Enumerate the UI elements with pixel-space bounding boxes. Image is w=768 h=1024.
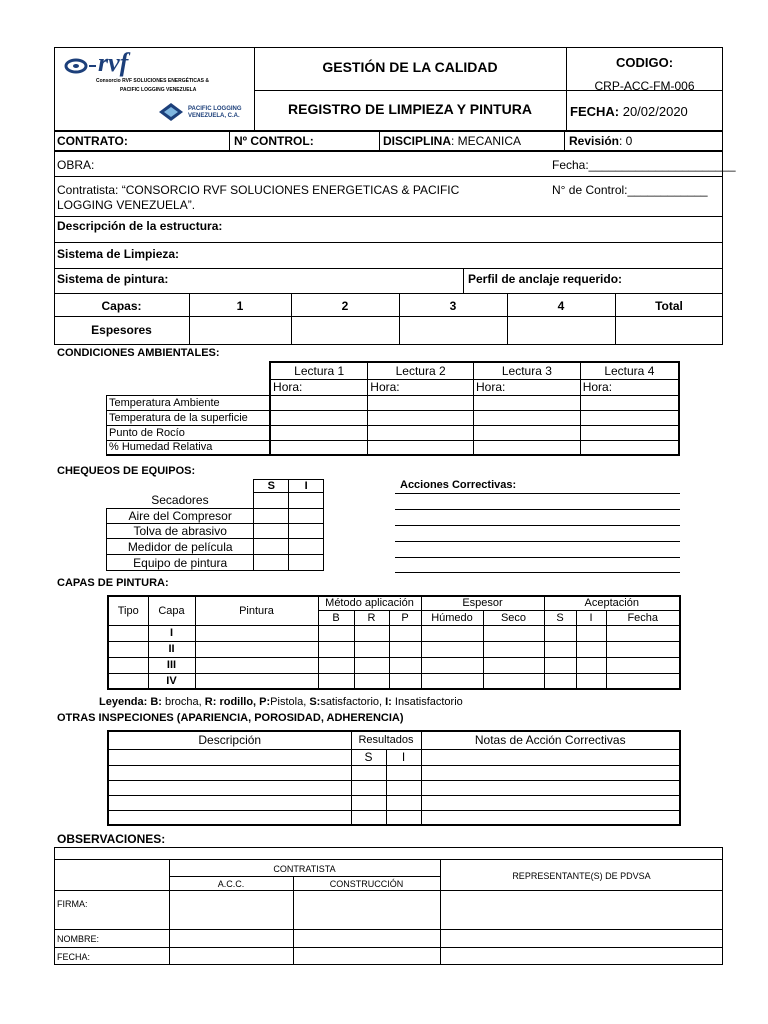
fecha-label-firma: FECHA: [57, 952, 91, 962]
firma-pdvsa: REPRESENTANTE(S) DE PDVSA [512, 871, 651, 881]
leyenda-label: Leyenda: [99, 696, 148, 708]
cp-sub-s: S [544, 610, 576, 625]
leyenda-p: P: [259, 696, 271, 708]
equipos-table [106, 479, 324, 571]
firma-acc: A.C.C. [217, 879, 245, 889]
title-registro: REGISTRO DE LIMPIEZA Y PINTURA [288, 101, 532, 117]
cp-sub-fecha: Fecha [606, 610, 680, 625]
equipos-title: CHEQUEOS DE EQUIPOS: [57, 465, 196, 477]
obra-label: OBRA: [57, 158, 95, 172]
hora-1: Hora: [270, 379, 368, 395]
firma-construccion: CONSTRUCCIÓN [329, 879, 404, 889]
leyenda-b-txt: brocha, [161, 696, 202, 708]
leyenda-i-txt: Insatisfactorio [391, 696, 463, 708]
descripcion-estructura: Descripción de la estructura: [57, 219, 223, 233]
company-line1: Consorcio RVF SOLUCIONES ENERGÉTICAS & [96, 78, 209, 84]
hora-3: Hora: [474, 379, 581, 395]
leyenda-p-txt: Pistola, [270, 696, 307, 708]
acciones-correctivas: Acciones Correctivas: [400, 479, 517, 491]
capa-col-1: 1 [236, 299, 244, 313]
cp-sub-b: B [318, 610, 354, 625]
otras-resultados: Resultados [351, 731, 421, 749]
otras-table [107, 730, 681, 826]
revision-value: : 0 [619, 134, 633, 148]
disciplina-label: DISCIPLINA [383, 134, 452, 148]
lectura-2: Lectura 2 [368, 362, 474, 379]
cp-espesor: Espesor [421, 596, 544, 610]
lectura-4: Lectura 4 [580, 362, 679, 379]
cp-capa: Capa [148, 596, 195, 625]
lectura-3: Lectura 3 [474, 362, 581, 379]
cp-capa-iii: III [148, 657, 195, 673]
leyenda [99, 696, 463, 708]
equipo-tolva: Tolva de abrasivo [107, 524, 254, 539]
company-logo [60, 50, 250, 128]
amb-row-1: Temperatura Ambiente [107, 395, 271, 410]
equipo-aire: Aire del Compresor [107, 509, 254, 524]
otras-s: S [351, 749, 386, 765]
equipos-i: I [289, 480, 324, 493]
codigo-label: CODIGO: [615, 55, 674, 70]
contratista-control: N° de Control:____________ [552, 183, 708, 197]
cp-aceptacion: Aceptación [544, 596, 680, 610]
control-label: Nº CONTROL: [234, 134, 314, 148]
observaciones-label: OBSERVACIONES: [57, 832, 166, 846]
hora-2: Hora: [368, 379, 474, 395]
lectura-1: Lectura 1 [270, 362, 368, 379]
contratista-line2: LOGGING VENEZUELA”. [57, 198, 196, 212]
fecha-label: FECHA: [570, 104, 620, 119]
revision-label: Revisión [569, 134, 620, 148]
capas-pintura-title: CAPAS DE PINTURA: [57, 577, 169, 589]
leyenda-r: R: rodillo, [204, 696, 257, 708]
cp-sub-p: P [389, 610, 421, 625]
pacific-line2: VENEZUELA, C.A. [188, 113, 240, 119]
cp-metodo: Método aplicación [318, 596, 421, 610]
equipo-pintura: Equipo de pintura [107, 555, 254, 571]
amb-row-4: % Humedad Relativa [107, 440, 271, 455]
ambientales-table [106, 361, 680, 456]
sistema-limpieza: Sistema de Limpieza: [57, 247, 180, 261]
capa-col-3: 3 [449, 299, 457, 313]
hora-4: Hora: [580, 379, 679, 395]
cp-capa-ii: II [148, 641, 195, 657]
cp-sub-r: R [354, 610, 389, 625]
firma-contratista: CONTRATISTA [273, 864, 336, 874]
leyenda-s-txt: satisfactorio, [320, 696, 383, 708]
leyenda-i: I: [385, 696, 392, 708]
leyenda-s: S: [309, 696, 321, 708]
ambientales-title: CONDICIONES AMBIENTALES: [57, 347, 220, 359]
fecha-header [570, 104, 688, 119]
equipo-secadores: Secadores [107, 493, 254, 509]
pacific-line1: PACIFIC LOGGING [188, 106, 242, 112]
disciplina [383, 134, 521, 148]
sistema-pintura: Sistema de pintura: [57, 272, 169, 286]
capa-col-4: 4 [557, 299, 565, 313]
leyenda-b: B: [150, 696, 162, 708]
rvf-logo-text: rvf [98, 48, 129, 77]
capa-col-2: 2 [341, 299, 349, 313]
contratista-line1: Contratista: “CONSORCIO RVF SOLUCIONES ENERGETICAS & PACIFIC [57, 183, 460, 197]
perfil-anclaje: Perfil de anclaje requerido: [468, 272, 623, 286]
cp-tipo: Tipo [108, 596, 148, 625]
codigo-value: CRP-ACC-FM-006 [594, 79, 695, 93]
capas-pintura-table [107, 595, 681, 690]
capa-col-total: Total [655, 299, 683, 313]
cp-sub-seco: Seco [483, 610, 544, 625]
amb-row-2: Temperatura de la superficie [107, 410, 271, 425]
capas-label: Capas: [101, 299, 142, 313]
nombre-label: NOMBRE: [57, 934, 100, 944]
cp-capa-i: I [148, 625, 195, 641]
disciplina-value: : MECANICA [451, 134, 522, 148]
equipo-medidor: Medidor de película [107, 539, 254, 555]
fecha-value: 20/02/2020 [619, 104, 688, 119]
otras-i: I [386, 749, 421, 765]
cp-pintura: Pintura [195, 596, 318, 625]
company-line2: PACIFIC LOGGING VENEZUELA [120, 87, 197, 93]
contrato-label: CONTRATO: [57, 134, 128, 148]
title-gestion: GESTIÓN DE LA CALIDAD [322, 59, 498, 75]
obra-fecha: Fecha:______________________ [552, 158, 736, 172]
cp-sub-i: I [576, 610, 606, 625]
otras-descripcion: Descripción [108, 731, 351, 749]
revision [569, 134, 632, 148]
cp-sub-humedo: Húmedo [421, 610, 483, 625]
cp-capa-iv: IV [148, 673, 195, 689]
firma-label: FIRMA: [57, 899, 88, 909]
amb-row-3: Punto de Rocío [107, 425, 271, 440]
otras-notas: Notas de Acción Correctivas [421, 731, 680, 749]
otras-title: OTRAS INSPECIONES (APARIENCIA, POROSIDAD, ADHERENCIA) [57, 712, 404, 724]
pacific-logo-icon [158, 102, 184, 122]
equipos-s: S [254, 480, 289, 493]
espesores-label: Espesores [91, 323, 152, 337]
